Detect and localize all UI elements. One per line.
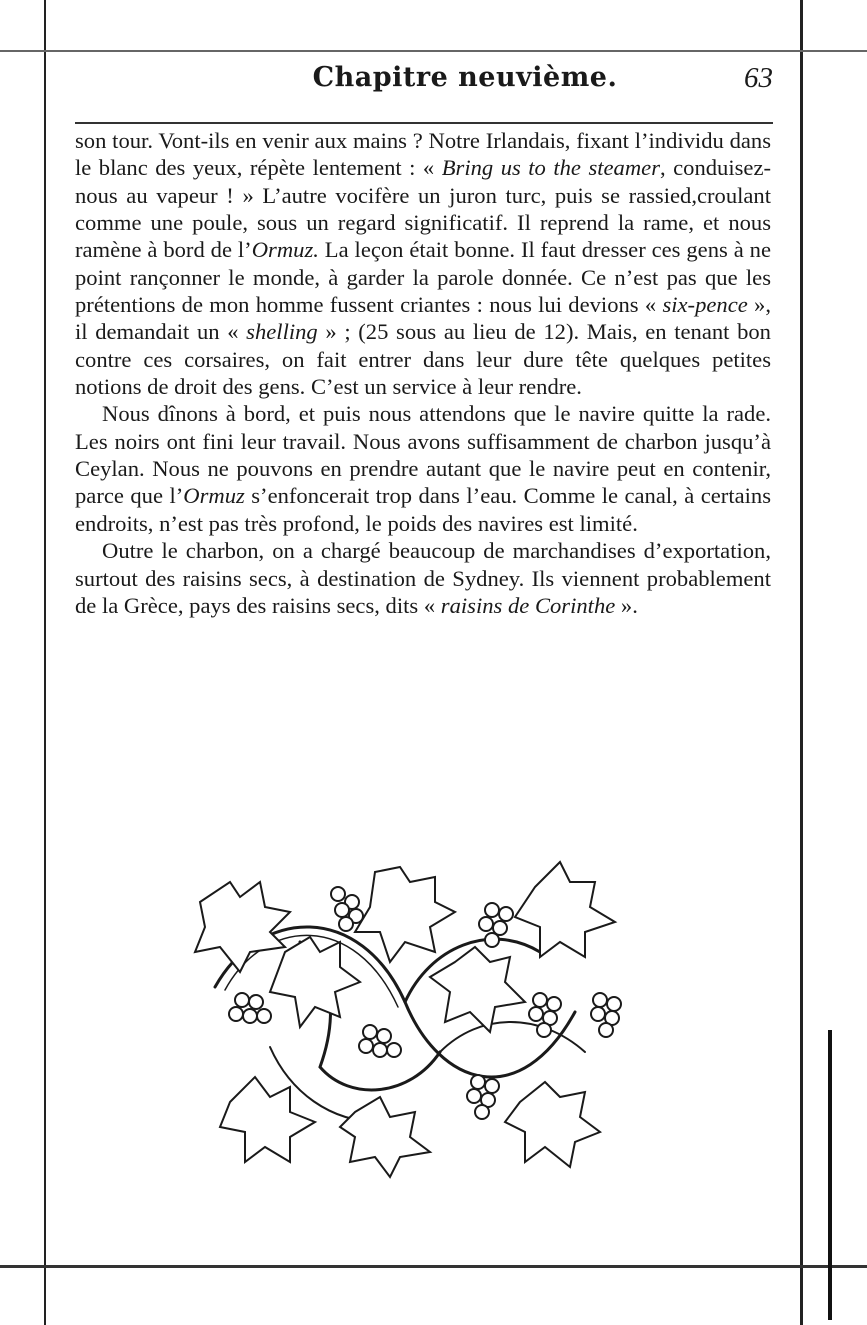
- text-run: » ; (25 sous au lieu de 12). Mais, en tenant bon contre ces corsaires, on fait entrer dans leur dure tête quelques petites notions de droit des gens. C’est un service à leur rendre.: [75, 319, 771, 400]
- header-rule: [75, 122, 773, 124]
- page-border-left: [44, 0, 46, 1325]
- chapter-title: Chapitre neuvième.: [312, 62, 618, 93]
- paragraph-3: [75, 537, 771, 619]
- page-border-top: [0, 50, 867, 52]
- paragraph-1: [75, 127, 771, 400]
- text-run: Outre le charbon, on a chargé beaucoup de marchandises d’exportation, surtout des raisins secs, à destination de Sydney. Ils viennent probablement de la Grèce, pays des raisins secs, dits «: [75, 538, 771, 618]
- italic-run: Bring us to the steamer: [441, 155, 660, 181]
- grapevine-ornament-icon: [190, 852, 630, 1182]
- running-header: [75, 62, 775, 112]
- text-run: », il demandait un «: [75, 292, 771, 345]
- text-run: son tour. Vont-ils en venir aux mains ? Notre Irlandais, fixant l’individu dans le blanc des yeux, répète lentement : «: [75, 128, 771, 181]
- italic-run: Ormuz.: [251, 237, 319, 263]
- italic-run: raisins de Corinthe: [440, 592, 616, 618]
- page-border-bottom: [0, 1265, 867, 1268]
- paragraph-2: [75, 400, 771, 537]
- italic-run: shelling: [246, 319, 318, 345]
- text-run: Nous dînons à bord, et puis nous attendons que le navire quitte la rade. Les noirs ont fini leur travail. Nous avons suffisamment de charbon jusqu’à Ceylan. Nous ne pouvons en prendre autant que le navire peut en contenir, parce que l’: [75, 401, 771, 509]
- italic-run: six-pence: [662, 292, 748, 318]
- text-run: La leçon était bonne. Il faut dresser ces gens à ne point rançonner le monde, à garder la parole donnée. Ce n’est pas que les prétentions de mon homme fussent criantes : nous lui devions «: [75, 237, 771, 318]
- binding-edge-marks: [828, 1030, 832, 1320]
- italic-run: Ormuz: [183, 483, 245, 509]
- body-text: [75, 127, 771, 619]
- text-run: ».: [615, 592, 638, 618]
- text-run: , conduisez-nous au vapeur ! » L’autre vocifère un juron turc, puis se rassied,croulant comme une poule, sous un regard significatif. Il reprend la rame, et nous ramène à bord de l’: [75, 155, 771, 263]
- text-run: s’enfoncerait trop dans l’eau. Comme le canal, à certains endroits, n’est pas très profond, le poids des navires est limité.: [75, 483, 771, 536]
- page-border-right: [800, 0, 803, 1325]
- page-number: 63: [744, 62, 773, 94]
